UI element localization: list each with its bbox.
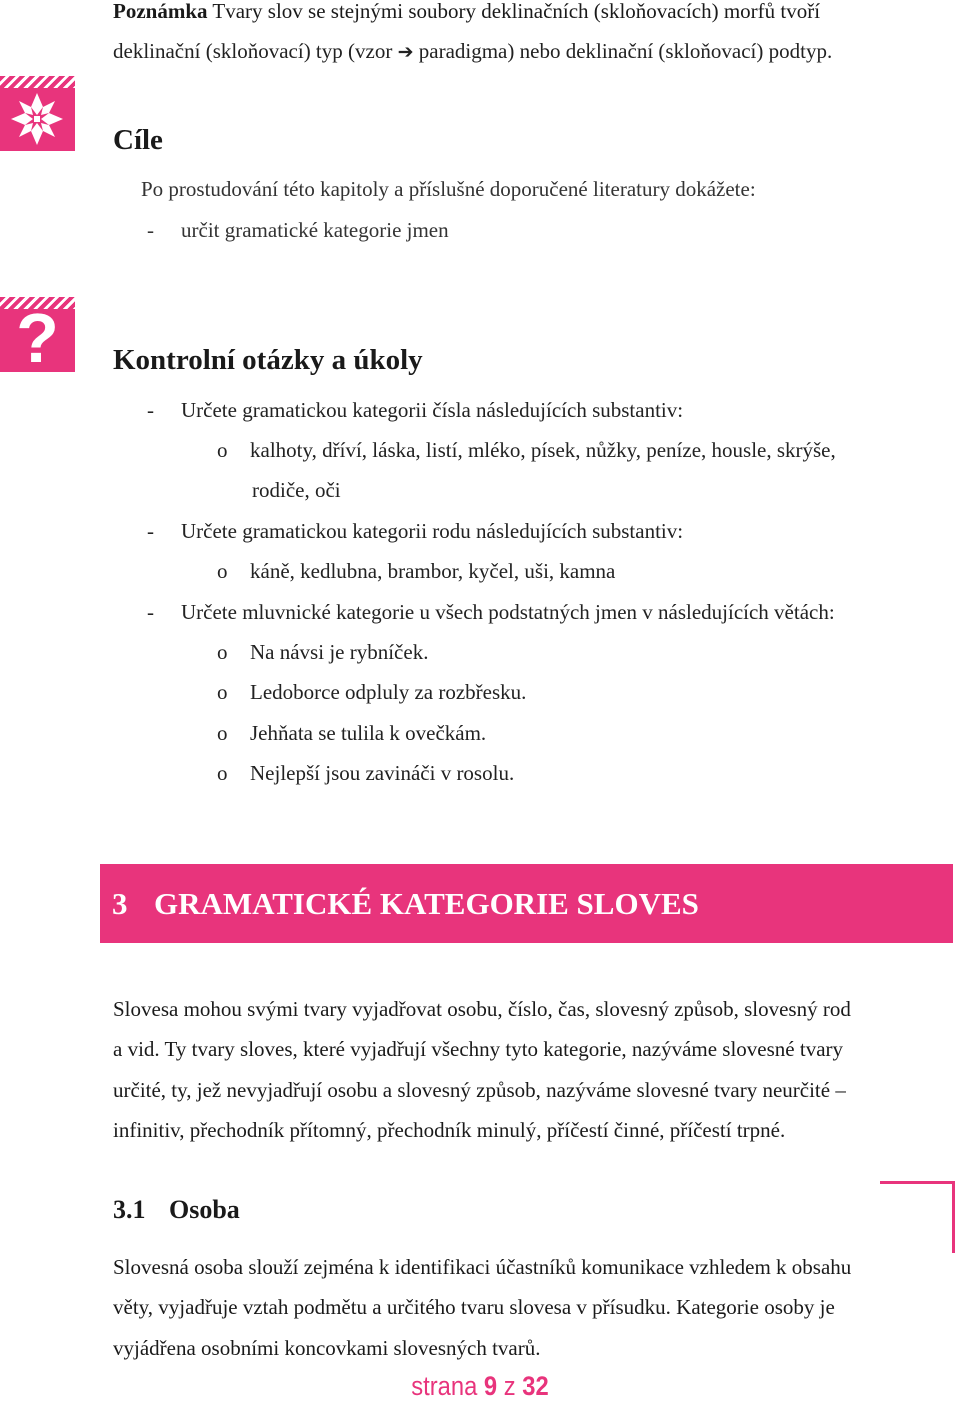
footer-of: z (503, 1371, 516, 1401)
note-text-2b: paradigma) nebo deklinační (skloňovací) podtyp. (418, 39, 833, 63)
task-2-sub (0, 551, 960, 591)
chapter-paragraph-line-1: Slovesa mohou svými tvary vyjadřovat osobu, číslo, čas, slovesný způsob, slovesný rod (113, 997, 851, 1021)
section-paragraph-line-3: vyjádřena osobními koncovkami slovesných tvarů. (113, 1336, 541, 1360)
question-mark-icon (0, 297, 75, 372)
page-footer (58, 1368, 903, 1404)
section-frame-right (952, 1181, 955, 1253)
task-1-text: Určete gramatickou kategorii čísla následujících substantiv: (181, 398, 684, 422)
note-text-2a: deklinační (skloňovací) typ (vzor (113, 39, 393, 63)
goals-heading: Cíle (113, 124, 163, 156)
chapter-number: 3 (112, 886, 128, 921)
footer-prefix: strana (411, 1371, 478, 1401)
note-text-1: Tvary slov se stejnými soubory deklinačních (skloňovacích) morfů tvoří (212, 0, 821, 23)
note-line-1 (113, 0, 820, 31)
task-2 (0, 511, 960, 551)
task-3-sentence-1: Na návsi je rybníček. (250, 640, 429, 664)
task-3-bullet-1: o (217, 640, 228, 664)
task-3-bullet-4: o (217, 761, 228, 785)
task-3-sentence-2: Ledoborce odpluly za rozbřesku. (250, 680, 527, 704)
task-1-bullet: o (217, 438, 228, 462)
list-item (0, 753, 960, 793)
chapter-paragraph-line-4: infinitiv, přechodník přítomný, přechodník minulý, příčestí činné, příčestí trpné. (113, 1118, 786, 1142)
goals-item-dash: - (147, 218, 154, 242)
chapter-paragraph-line-2: a vid. Ty tvary sloves, které vyjadřují všechny tyto kategorie, nazýváme slovesné tvary (113, 1037, 844, 1061)
task-3 (0, 592, 960, 632)
task-1-sub-line-2: rodiče, oči (252, 478, 341, 502)
footer-page-number: 9 (483, 1371, 498, 1401)
chapter-heading-bar (100, 864, 953, 943)
task-2-text: Určete gramatickou kategorii rodu následujících substantiv: (181, 519, 684, 543)
list-item (0, 632, 960, 672)
footer-total-pages: 32 (522, 1371, 549, 1401)
task-1-sub (0, 430, 960, 470)
chapter-paragraph-line-3: určité, ty, jež nevyjadřují osobu a slovesný způsob, nazýváme slovesné tvary neurčité – (113, 1078, 846, 1102)
chapter-title: GRAMATICKÉ KATEGORIE SLOVES (154, 886, 699, 921)
task-1-dash: - (147, 398, 154, 422)
goals-item-text: určit gramatické kategorie jmen (181, 218, 449, 242)
section-title: Osoba (169, 1195, 240, 1224)
task-3-sentence-4: Nejlepší jsou zavináči v rosolu. (250, 761, 515, 785)
questions-heading: Kontrolní otázky a úkoly (113, 344, 423, 376)
list-item (0, 672, 960, 712)
list-item (0, 713, 960, 753)
task-3-bullet-3: o (217, 721, 228, 745)
section-frame-top (880, 1181, 955, 1184)
task-1 (0, 390, 960, 430)
section-number: 3.1 (113, 1195, 146, 1224)
section-paragraph-line-1: Slovesná osoba slouží zejména k identifikaci účastníků komunikace vzhledem k obsahu (113, 1255, 852, 1279)
task-3-sentence-3: Jehňata se tulila k ovečkám. (250, 721, 487, 745)
task-2-sub-line-1: káně, kedlubna, brambor, kyčel, uši, kamna (250, 559, 616, 583)
task-1-sub-line-1: kalhoty, dříví, láska, listí, mléko, písek, nůžky, peníze, housle, skrýše, (250, 438, 836, 462)
goals-intro: Po prostudování této kapitoly a příslušné doporučené literatury dokážete: (141, 177, 756, 201)
task-3-dash: - (147, 600, 154, 624)
task-3-bullet-2: o (217, 680, 228, 704)
task-2-bullet: o (217, 559, 228, 583)
arrow-icon: ➔ (397, 41, 414, 63)
task-3-text: Určete mluvnické kategorie u všech podstatných jmen v následujících větách: (181, 600, 835, 624)
section-paragraph-line-2: věty, vyjadřuje vztah podmětu a určitého tvaru slovesa v přísudku. Kategorie osoby je (113, 1295, 835, 1319)
note-line-2 (113, 31, 832, 72)
note-label: Poznámka (113, 0, 208, 23)
task-2-dash: - (147, 519, 154, 543)
snowflake-icon (0, 76, 75, 151)
question-glyph: ? (16, 299, 59, 372)
